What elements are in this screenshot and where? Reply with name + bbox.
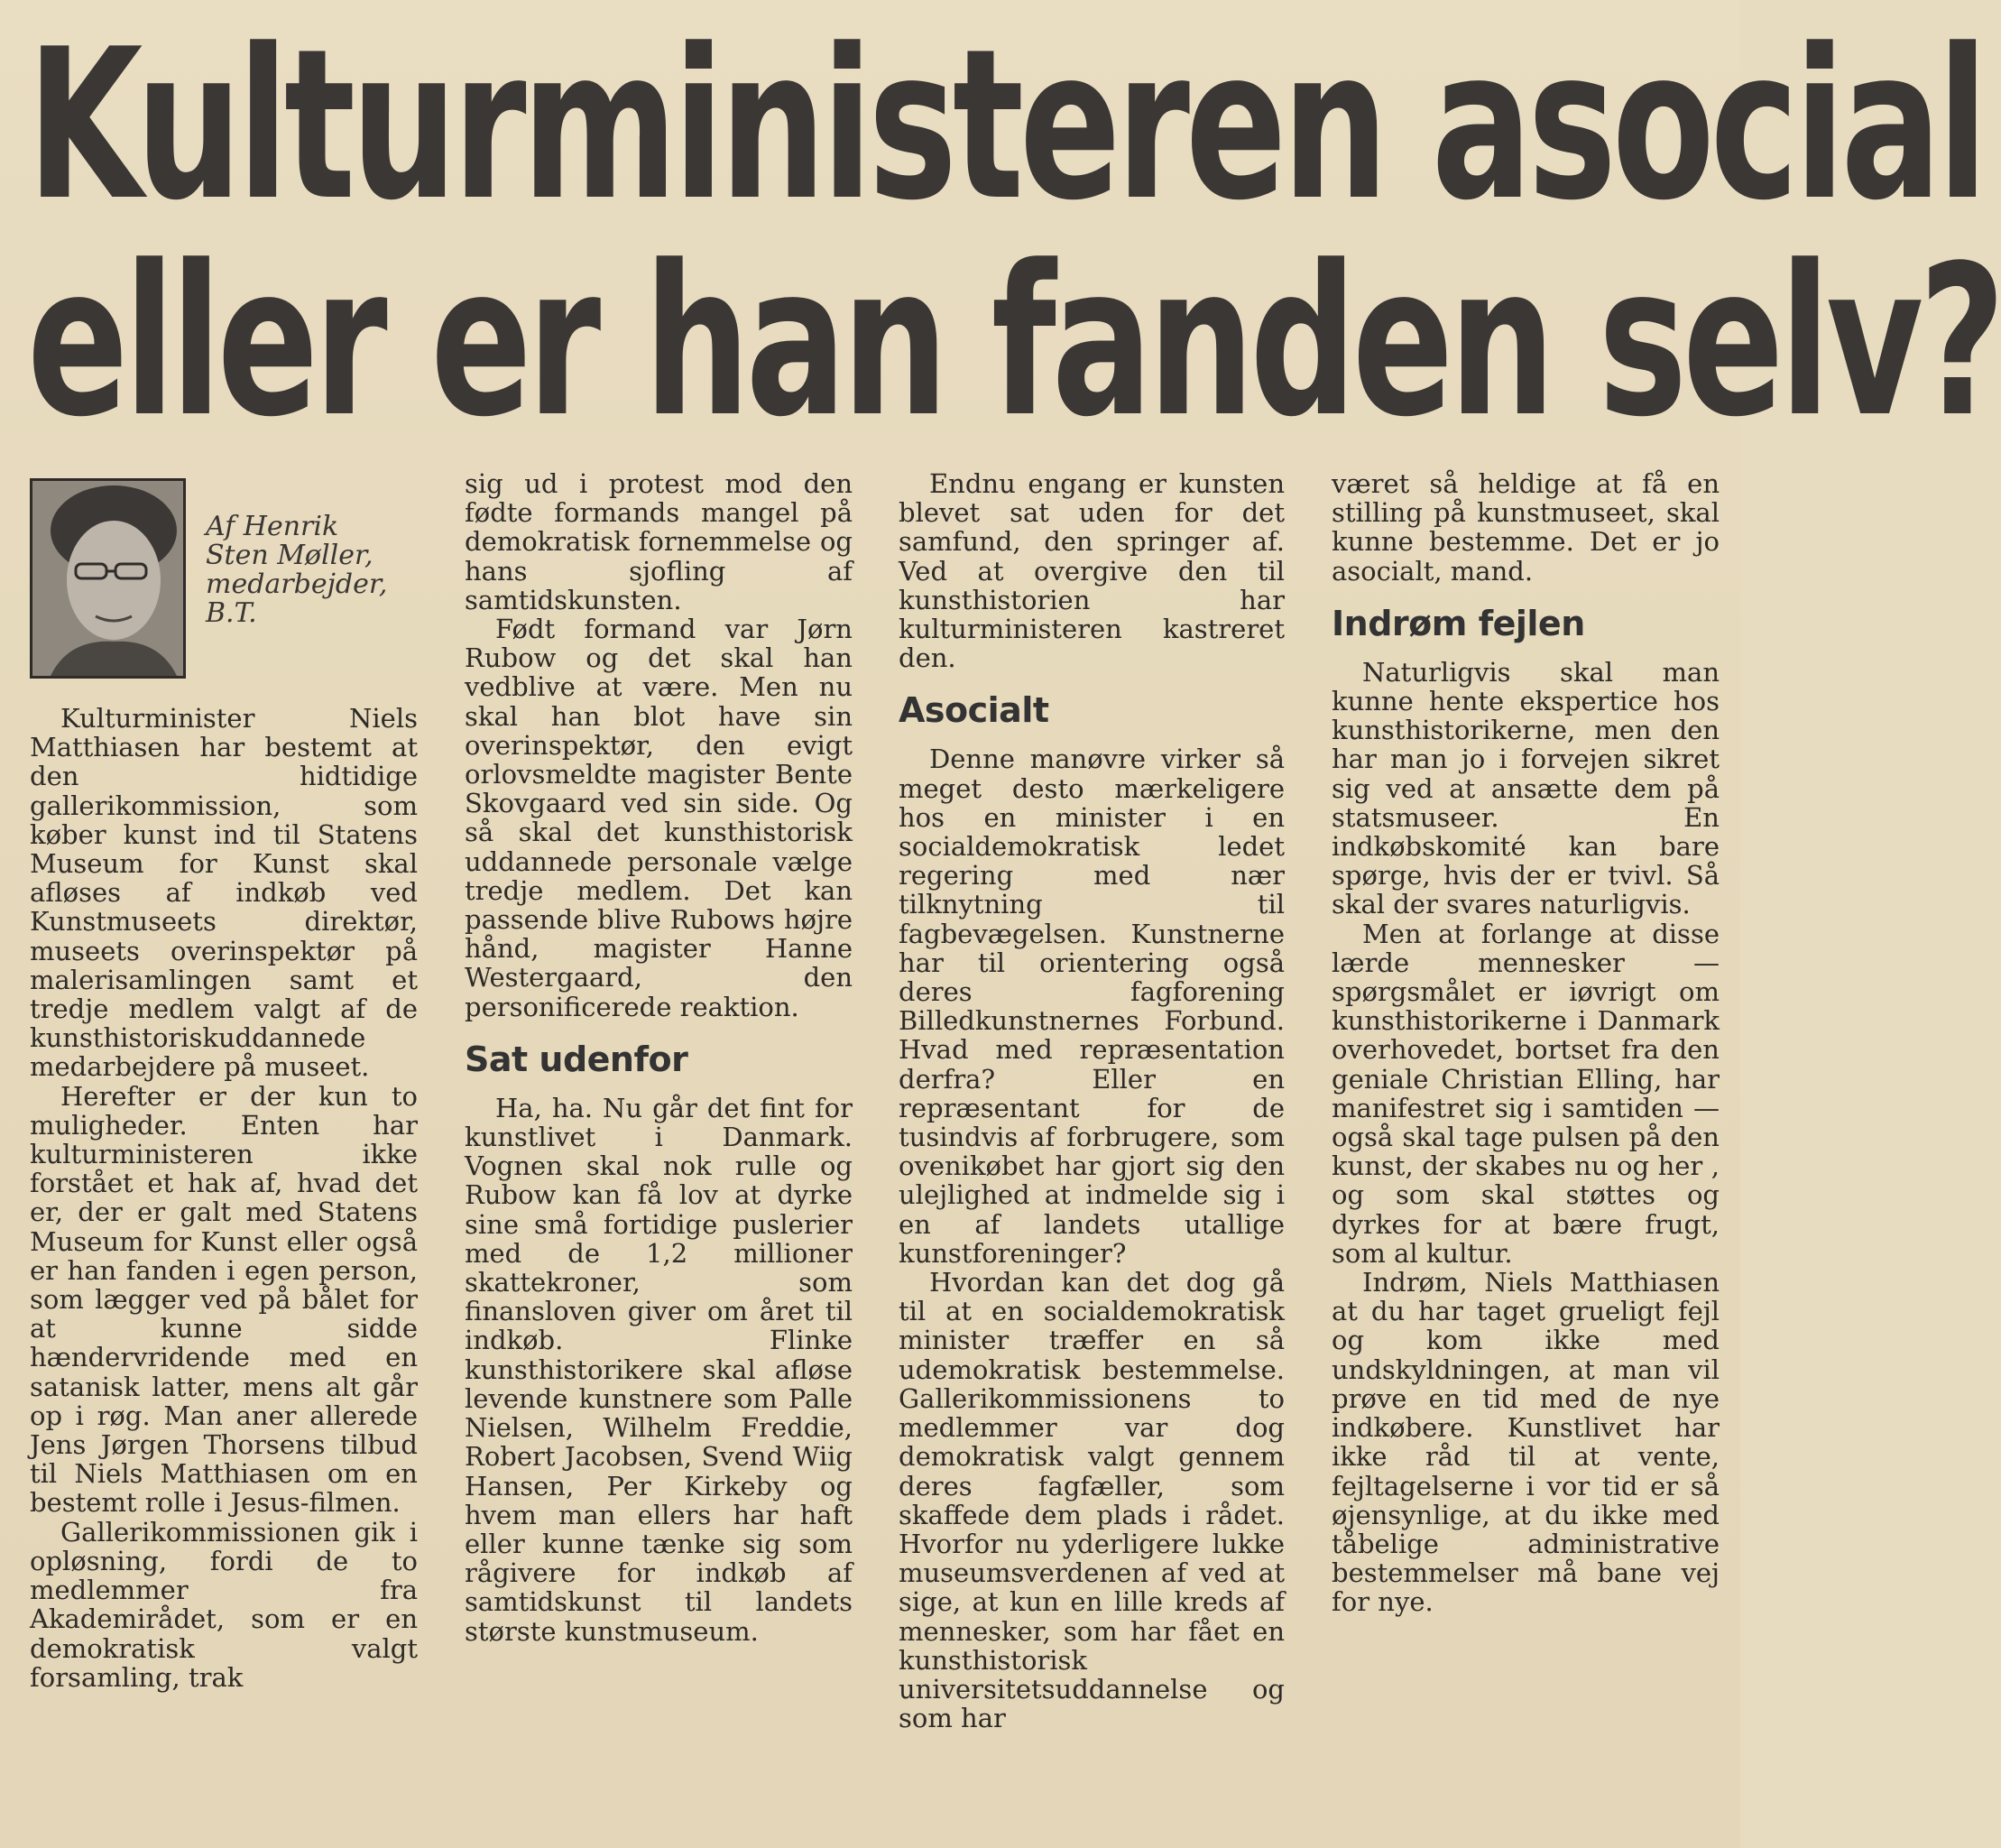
author-portrait-image <box>32 481 183 676</box>
byline-line: Af Henrik <box>206 511 339 542</box>
byline <box>206 513 422 628</box>
subheading: Indrøm fejlen <box>1332 603 1585 643</box>
byline-line: B.T. <box>206 597 257 629</box>
article-column-4 <box>1332 469 1720 1617</box>
paragraph: Herefter er der kun to muligheder. Enten har kulturministeren ikke forstået et hak af, hvad det er, der er galt med Statens Museum for Kunst eller også er han fanden i egen person, som lægger ved på bålet for at kunne sidde hændervridende med en satanisk latter, mens alt går op i røg. Man aner allerede Jens Jørgen Thorsens tilbud til Niels Matthiasen om en bestemt rolle i Jesus-filmen. <box>30 1080 418 1519</box>
subheading: Asocialt <box>899 690 1049 731</box>
headline-line-1: Kulturministeren asocial <box>27 5 1984 246</box>
headline <box>27 5 2001 463</box>
paragraph: Naturligvis skal man kunne hente ekspertice hos kunsthistorikerne, men den har man jo i forvejen sikret sig ved at ansætte dem på statsmuseer. En indkøbskomité kan bare spørge, hvis der er tvivl. Så skal der svares naturligvis. <box>1332 656 1720 920</box>
paragraph: Kulturminister Niels Matthiasen har bestemt at den hidtidige gallerikommission, som køber kunst ind til Statens Museum for Kunst skal afløses af indkøb ved Kunstmuseets direktør, museets overinspektør på malerisamlingen samt et tredje medlem valgt af de kunsthistoriskuddannede medarbejdere på museet. <box>30 703 418 1083</box>
byline-line: medarbejder, <box>206 568 388 600</box>
article-column-1 <box>30 704 418 1692</box>
paragraph: sig ud i protest mod den fødte formands mangel på demokratisk fornemmelse og hans sjofling af samtidskunsten. <box>465 468 853 615</box>
paragraph: Endnu engang er kunsten blevet sat uden for det samfund, den springer af. Ved at overgive den til kunsthistorien har kulturministeren kastreret den. <box>899 468 1285 674</box>
article-column-3 <box>899 469 1285 1732</box>
paragraph: Men at forlange at disse lærde mennesker — spørgsmålet er iøvrigt om kunsthistorikerne i Danmark overhovedet, bortset fra den geniale Christian Elling, har manifestret sig i samtiden — også skal tage pulsen på den kunst, der skabes nu og her , og som skal støttes og dyrkes for at bære frugt, som al kultur. <box>1332 918 1720 1269</box>
paragraph: været så heldige at få en stilling på kunstmuseet, skal kunne bestemme. Det er jo asocialt, mand. <box>1332 468 1720 587</box>
subheading: Sat udenfor <box>465 1039 688 1079</box>
paragraph: Gallerikommissionen gik i opløsning, fordi de to medlemmer fra Akademirådet, som er en demokratisk valgt forsamling, trak <box>30 1516 418 1693</box>
byline-line: Sten Møller, <box>206 540 373 571</box>
paragraph: Hvordan kan det dog gå til at en socialdemokratisk minister træffer en så udemokratisk bestemmelse. Gallerikommissionens to medlemmer var dog demokratisk valgt gennem deres fagfæller, som skaffede dem plads i rådet. Hvorfor nu yderligere lukke museumsverdenen af ved at sige, at kun en lille kreds af mennesker, som har fået en kunsthistorisk universitetsuddannelse og som har <box>899 1267 1285 1734</box>
headline-line-2: eller er han fanden selv? <box>27 222 2001 463</box>
article-column-2 <box>465 469 853 1646</box>
paragraph: Ha, ha. Nu går det fint for kunstlivet i Danmark. Vognen skal nok rulle og Rubow kan få lov at dyrke sine små fortidige puslerier med de 1,2 millioner skattekroner, som finansloven giver om året til indkøb. Flinke kunsthistorikere skal afløse levende kunstnere som Palle Nielsen, Wilhelm Freddie, Robert Jacobsen, Svend Wiig Hansen, Per Kirkeby og hvem man ellers har haft eller kunne tænke sig som rågivere for indkøb af samtidskunst til landets største kunstmuseum. <box>465 1092 853 1647</box>
paragraph: Denne manøvre virker så meget desto mærkeligere hos en minister i en socialdemokratisk ledet regering med nær tilknytning til fagbevægelsen. Kunstnerne har til orientering også deres fagforening Billedkunstnernes Forbund. Hvad med repræsentation derfra? Eller en repræsentant for de tusindvis af forbrugere, som ovenikøbet har gjort sig den ulejlighed at indmelde sig i en af landets utallige kunstforeninger? <box>899 744 1285 1269</box>
author-photo <box>30 478 186 679</box>
paragraph: Indrøm, Niels Matthiasen at du har taget grueligt fejl og kom ikke med undskyldningen, at man vil prøve en tid med de nye indkøbere. Kunstlivet har ikke råd til at vente, fejltagelserne i vor tid er så øjensynlige, at du ikke med tåbelige administrative bestemmelser må bane vej for nye. <box>1332 1267 1720 1618</box>
paragraph: Født formand var Jørn Rubow og det skal han vedblive at være. Men nu skal han blot have sin overinspektør, den evigt orlovsmeldte magister Bente Skovgaard ved sin side. Og så skal det kunsthistorisk uddannede personale vælge tredje medlem. Det kan passende blive Rubows højre hånd, magister Hanne Westergaard, den personificerede reaktion. <box>465 614 853 1022</box>
